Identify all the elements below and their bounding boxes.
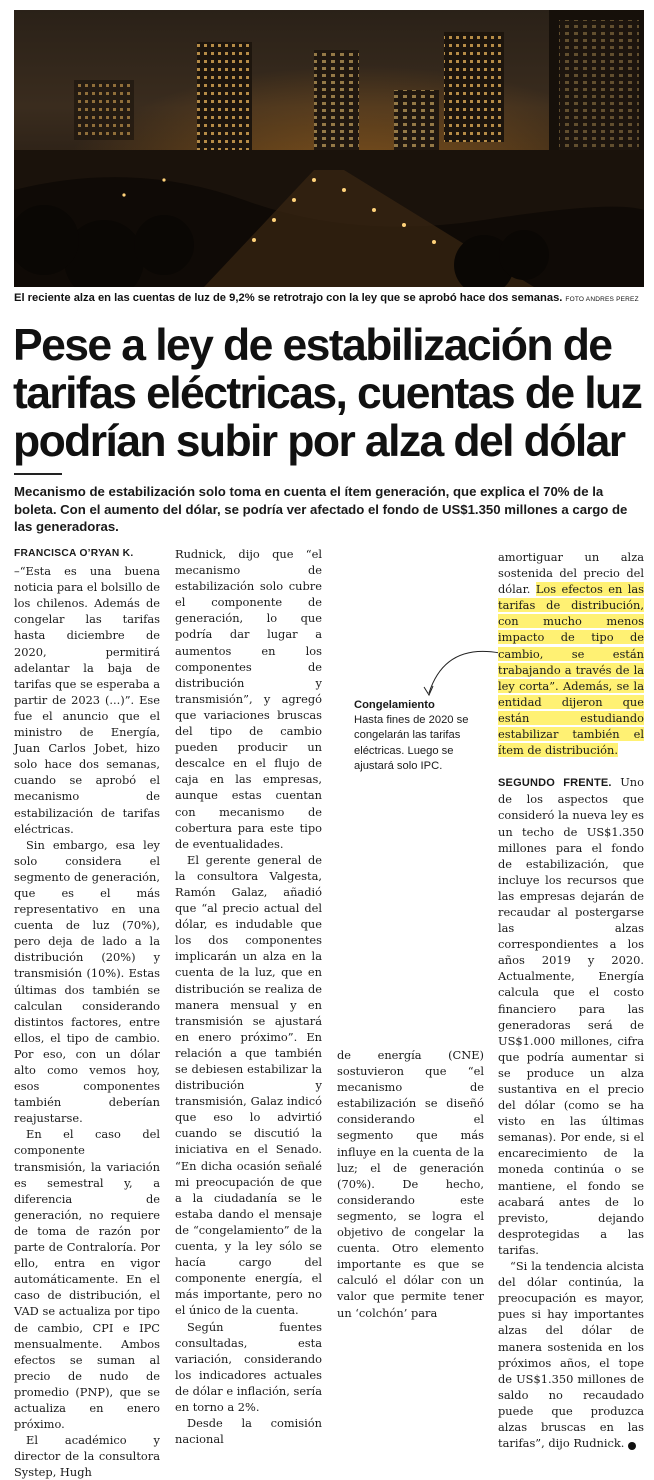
caption-text: El reciente alza en las cuentas de luz de 9,2% se retrotrajo con la ley que se aprobó hace dos semanas. [14,292,563,304]
curved-arrow-icon [415,645,505,705]
article-paragraph: En el caso del componente transmisión, la variación es semestral y, a diferencia de generación, no requiere de toma de razón por parte de Contraloría. Por ello, entra en vigor automáticamente. En el caso de distribución, el VAD se actualiza por tipo de cambio, CPI e IPC mensualmente. Ambos efectos se suman al precio de nudo de promedio (PNP), que se actualiza en enero próximo. [14,1127,160,1432]
city-night-photo [14,10,644,287]
highlighted-quote: Los efectos en las tarifas de distribución, con mucho menos impacto de tipo de cambio, se están trabajando a través de la ley corta”. Además, se la entidad dijeron que están estudiando estabilizar también el ítem de distribución. [498,582,644,758]
article-column-3 [337,1047,484,1321]
article-paragraph: FRANCISCA O’RYAN K. –“Esta es una buena noticia para el bolsillo de los chilenos. Además de congelar las tarifas hasta diciembre de 2020, permitirá adelantar la baja de tarifas que se esperaba a partir de 2023 (...)”. Ese fue el anuncio que el ministro de Energía, Juan Carlos Jobet, hizo solo hace dos semanas, cuando se aprobó el mecanismo de estabilización de tarifas eléctricas. [14,548,160,836]
sidebar-text: Hasta fines de 2020 se congelarán las tarifas eléctricas. Luego se ajustará solo IPC. [354,714,469,772]
sidebar-box [354,698,484,774]
end-mark-icon: P [628,1442,636,1450]
photo-caption [14,291,644,307]
article-paragraph: “Si la tendencia alcista del dólar continúa, la preocupación es mayor, pues si hay importantes alzas del dólar de manera sostenida en los próximos años, el tope de US$1.350 millones de saldo no recaudado puede que produzca alzas bruscas en las tarifas”, dijo Rudnick. P [498,1259,645,1451]
article-paragraph: Rudnick, dijo que “el mecanismo de estabilización solo cubre el componente de generación, lo que podría dar lugar a aumentos en los componentes de distribución y transmisión”, y agregó que variaciones bruscas del tipo de cambio pueden producir un descalce en el flujo de caja en las empresas, aunque estas cuentan con mecanismo de cobertura para este tipo de eventualidades. [175,547,322,851]
byline: FRANCISCA O’RYAN K. [14,548,134,559]
article-paragraph: Según fuentes consultadas, esta variación, considerando los indicadores actuales de dólar e inflación, sería en torno a 2%. [175,1319,322,1414]
article-paragraph: Sin embargo, esa ley solo considera el segmento de generación, que es el más representativo en una cuenta de luz (70%), pero deja de lado a la distribución (20%) y transmisión (10%). Estas últimas dos también se calculan considerando distintos factores, entre ellos, el tipo de cambio. Por eso, con un dólar alto como vemos hoy, esos componentes también deberían reajustarse. [14,837,160,1126]
article-column-2 [175,546,322,1447]
article-paragraph: El gerente general de la consultora Valgesta, Ramón Galaz, añadió que “al precio actual del dólar, es indudable que los dos componentes implicarán un alza en la cuenta de la luz, que en distribución se realiza de manera mensual y en transmisión se ajustará en enero próximo”. En relación a que también se debiesen estabilizar la distribución y transmisión, Galaz indicó que eso lo advirtió cuando se discutió la iniciativa en el Senado. “En dicha ocasión señalé mi preocupación de que a la ciudadanía se le estaba dando el mensaje de “congelamiento” de la cuenta, y la ley sólo se hacía cargo del componente energía, el más importante, pero no el único de la cuenta. [175,852,322,1318]
article-paragraph: Desde la comisión nacional [175,1416,322,1447]
article-paragraph: de energía (CNE) sostuvieron que “el mecanismo de estabilización se diseñó considerando el segmento que más influye en la cuenta de la luz; el de generación (70%). De hecho, considerando este segmento, se logra el objetivo de congelar la cuenta. Otro elemento importante es que se calculó el dólar con un valor que permite tener un ‘colchón’ para [337,1048,484,1320]
article-column-4 [498,549,644,1451]
section-kicker: SEGUNDO FRENTE. [498,777,612,790]
headline: Pese a ley de estabilización de tarifas eléctricas, cuentas de luz podrían subir por alza del dólar [13,321,642,466]
sidebar-title: Congelamiento [354,699,435,711]
article-paragraph: SEGUNDO FRENTE. Uno de los aspectos que consideró la nueva ley es un techo de US$1.350 millones para el fondo de estabilización, que incluye los recursos que las empresas dejarán de recaudar al postergarse las alzas correspondientes a los años 2019 y 2020. Actualmente, Energía calcula que el costo financiero para las generadoras será de US$1.000 millones, cifra que podría aumentar si se produce un alza sustantiva en el precio del dólar (como se ha visto en las últimas semanas). Por ende, si el encarecimiento de la moneda continúa o se mantiene, el fondo se acabará antes de lo previsto, dejando desprotegidas a las tarifas. [498,775,644,1257]
article-paragraph: El académico y director de la consultora Systep, Hugh [14,1433,160,1480]
article-paragraph: amortiguar un alza sostenida del precio del dólar. Los efectos en las tarifas de distribución, con mucho menos impacto de tipo de cambio, se están trabajando a través de la ley corta”. Además, se la entidad dijeron que están estudiando estabilizar también el ítem de distribución. [498,550,644,758]
divider [14,473,62,475]
article-column-1 [14,546,160,1480]
deck: Mecanismo de estabilización solo toma en cuenta el ítem generación, que explica el 70% de la boleta. Con el aumento del dólar, se podría ver afectado el fondo de US$1.350 millones a cargo de las generadoras. [14,484,628,534]
photo-credit: FOTO ANDRES PEREZ [565,296,639,303]
